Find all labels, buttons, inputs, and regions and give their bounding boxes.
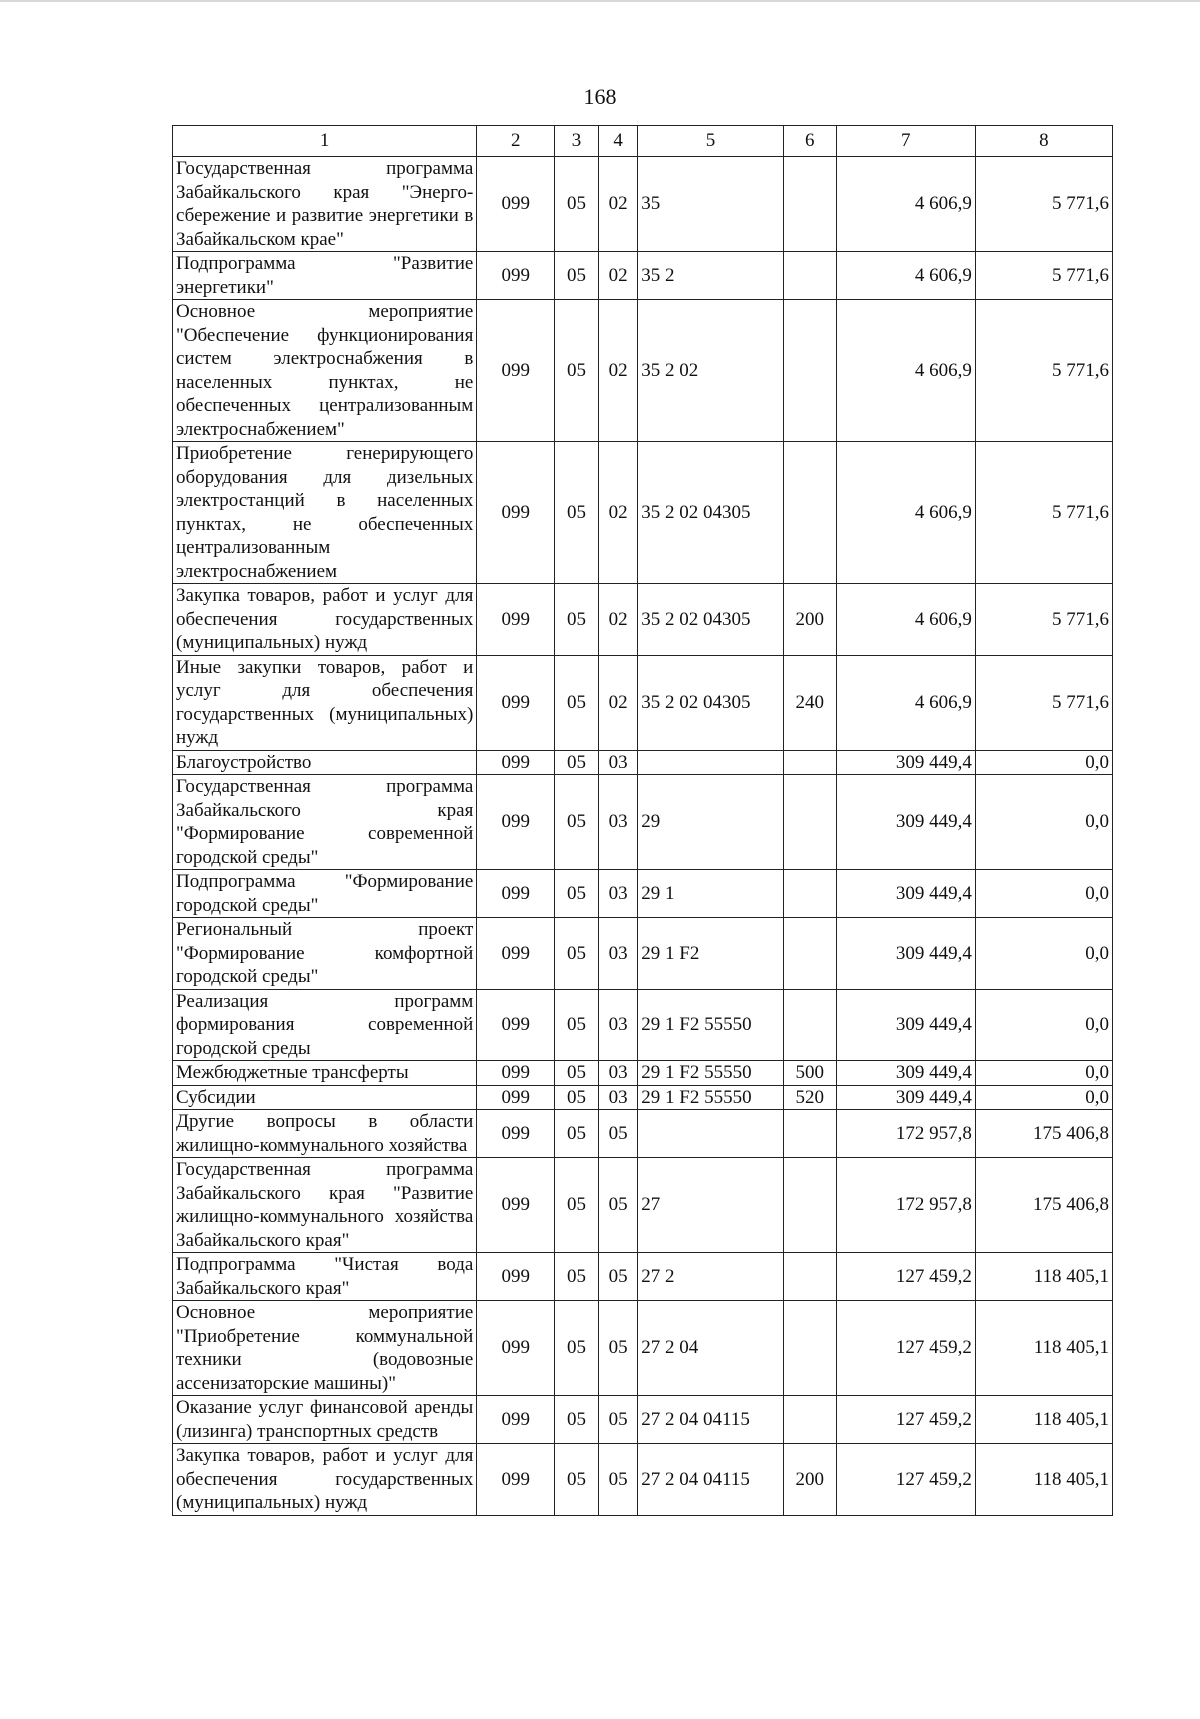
row-amount-2-cell: 175 406,8 bbox=[975, 1110, 1112, 1158]
row-subsection-cell: 03 bbox=[598, 750, 637, 775]
row-section-cell: 05 bbox=[555, 989, 599, 1061]
budget-table bbox=[172, 125, 1113, 1516]
row-code-cell: 099 bbox=[477, 1158, 555, 1253]
row-amount-2-cell: 5 771,6 bbox=[975, 157, 1112, 252]
row-target-cell: 27 2 04 04115 bbox=[638, 1396, 783, 1444]
row-expense-type-cell: 240 bbox=[783, 655, 836, 750]
table-row bbox=[173, 989, 1113, 1061]
row-amount-2-cell: 0,0 bbox=[975, 918, 1112, 990]
row-amount-2-cell: 118 405,1 bbox=[975, 1444, 1112, 1516]
row-code-cell: 099 bbox=[477, 989, 555, 1061]
row-expense-type-cell bbox=[783, 1396, 836, 1444]
row-amount-1-cell: 172 957,8 bbox=[836, 1110, 975, 1158]
row-code-cell: 099 bbox=[477, 1061, 555, 1086]
row-amount-2-cell: 5 771,6 bbox=[975, 300, 1112, 442]
row-amount-1-cell: 172 957,8 bbox=[836, 1158, 975, 1253]
row-target-cell: 35 2 02 04305 bbox=[638, 655, 783, 750]
row-amount-2-cell: 0,0 bbox=[975, 989, 1112, 1061]
row-amount-2-cell: 118 405,1 bbox=[975, 1301, 1112, 1396]
table-row bbox=[173, 655, 1113, 750]
row-expense-type-cell bbox=[783, 442, 836, 584]
row-code-cell: 099 bbox=[477, 1085, 555, 1110]
row-name-cell: Подпрограмма "Чистая вода Забайкальского края" bbox=[173, 1253, 477, 1301]
row-amount-2-cell: 175 406,8 bbox=[975, 1158, 1112, 1253]
row-code-cell: 099 bbox=[477, 584, 555, 656]
row-expense-type-cell: 200 bbox=[783, 584, 836, 656]
row-expense-type-cell bbox=[783, 989, 836, 1061]
row-amount-2-cell: 0,0 bbox=[975, 750, 1112, 775]
table-row bbox=[173, 870, 1113, 918]
row-amount-2-cell: 0,0 bbox=[975, 775, 1112, 870]
header-cell-2: 2 bbox=[477, 126, 555, 157]
row-amount-1-cell: 309 449,4 bbox=[836, 918, 975, 990]
row-amount-1-cell: 127 459,2 bbox=[836, 1396, 975, 1444]
row-amount-1-cell: 4 606,9 bbox=[836, 655, 975, 750]
row-expense-type-cell bbox=[783, 157, 836, 252]
table-row bbox=[173, 584, 1113, 656]
row-section-cell: 05 bbox=[555, 1396, 599, 1444]
row-section-cell: 05 bbox=[555, 1158, 599, 1253]
row-expense-type-cell: 500 bbox=[783, 1061, 836, 1086]
row-amount-1-cell: 4 606,9 bbox=[836, 157, 975, 252]
header-cell-5: 5 bbox=[638, 126, 783, 157]
row-amount-1-cell: 127 459,2 bbox=[836, 1301, 975, 1396]
row-target-cell: 35 bbox=[638, 157, 783, 252]
row-subsection-cell: 05 bbox=[598, 1110, 637, 1158]
row-name-cell: Подпрограмма "Формирование городской среды" bbox=[173, 870, 477, 918]
row-amount-1-cell: 309 449,4 bbox=[836, 1061, 975, 1086]
row-section-cell: 05 bbox=[555, 442, 599, 584]
row-amount-2-cell: 118 405,1 bbox=[975, 1396, 1112, 1444]
row-code-cell: 099 bbox=[477, 442, 555, 584]
row-subsection-cell: 05 bbox=[598, 1158, 637, 1253]
row-expense-type-cell bbox=[783, 750, 836, 775]
row-amount-1-cell: 4 606,9 bbox=[836, 584, 975, 656]
row-name-cell: Основное мероприятие "Приобретение коммунальной техники (водовозные ассенизаторские машины)" bbox=[173, 1301, 477, 1396]
row-target-cell: 29 bbox=[638, 775, 783, 870]
table-body bbox=[173, 157, 1113, 1516]
row-subsection-cell: 05 bbox=[598, 1253, 637, 1301]
row-amount-1-cell: 309 449,4 bbox=[836, 775, 975, 870]
table-row bbox=[173, 775, 1113, 870]
table-row bbox=[173, 252, 1113, 300]
row-name-cell: Межбюджетные трансферты bbox=[173, 1061, 477, 1086]
row-target-cell: 27 2 04 04115 bbox=[638, 1444, 783, 1516]
row-expense-type-cell bbox=[783, 1253, 836, 1301]
header-cell-4: 4 bbox=[598, 126, 637, 157]
table-row bbox=[173, 300, 1113, 442]
row-amount-1-cell: 4 606,9 bbox=[836, 252, 975, 300]
header-cell-3: 3 bbox=[555, 126, 599, 157]
row-expense-type-cell: 200 bbox=[783, 1444, 836, 1516]
row-code-cell: 099 bbox=[477, 1396, 555, 1444]
row-amount-2-cell: 0,0 bbox=[975, 1061, 1112, 1086]
row-name-cell: Подпрограмма "Развитие энергетики" bbox=[173, 252, 477, 300]
header-cell-8: 8 bbox=[975, 126, 1112, 157]
row-subsection-cell: 02 bbox=[598, 584, 637, 656]
row-target-cell bbox=[638, 750, 783, 775]
row-expense-type-cell bbox=[783, 1110, 836, 1158]
row-code-cell: 099 bbox=[477, 300, 555, 442]
row-name-cell: Основное мероприятие "Обеспечение функционирования систем электроснабжения в населенных пунктах, не обеспеченных централизованным электроснабжением" bbox=[173, 300, 477, 442]
table-row bbox=[173, 1061, 1113, 1086]
header-cell-1: 1 bbox=[173, 126, 477, 157]
row-section-cell: 05 bbox=[555, 1061, 599, 1086]
row-code-cell: 099 bbox=[477, 775, 555, 870]
row-amount-1-cell: 4 606,9 bbox=[836, 442, 975, 584]
table-row bbox=[173, 157, 1113, 252]
table-row bbox=[173, 1158, 1113, 1253]
row-subsection-cell: 02 bbox=[598, 252, 637, 300]
row-amount-2-cell: 0,0 bbox=[975, 1085, 1112, 1110]
row-name-cell: Иные закупки товаров, работ и услуг для обеспечения государственных (муниципальных) нужд bbox=[173, 655, 477, 750]
row-amount-2-cell: 5 771,6 bbox=[975, 442, 1112, 584]
row-name-cell: Реализация программ формирования современной городской среды bbox=[173, 989, 477, 1061]
table-row bbox=[173, 918, 1113, 990]
row-amount-2-cell: 118 405,1 bbox=[975, 1253, 1112, 1301]
row-target-cell: 27 2 bbox=[638, 1253, 783, 1301]
row-section-cell: 05 bbox=[555, 1301, 599, 1396]
row-amount-1-cell: 309 449,4 bbox=[836, 750, 975, 775]
row-name-cell: Государственная программа Забайкальского края "Развитие жилищно-коммунального хозяйства Забайкальского края" bbox=[173, 1158, 477, 1253]
header-cell-7: 7 bbox=[836, 126, 975, 157]
row-target-cell: 27 bbox=[638, 1158, 783, 1253]
row-code-cell: 099 bbox=[477, 750, 555, 775]
row-code-cell: 099 bbox=[477, 157, 555, 252]
row-subsection-cell: 02 bbox=[598, 442, 637, 584]
row-section-cell: 05 bbox=[555, 870, 599, 918]
row-subsection-cell: 02 bbox=[598, 655, 637, 750]
row-subsection-cell: 02 bbox=[598, 157, 637, 252]
row-code-cell: 099 bbox=[477, 1253, 555, 1301]
row-name-cell: Субсидии bbox=[173, 1085, 477, 1110]
row-section-cell: 05 bbox=[555, 750, 599, 775]
row-amount-1-cell: 127 459,2 bbox=[836, 1444, 975, 1516]
row-target-cell: 35 2 02 04305 bbox=[638, 442, 783, 584]
table-row bbox=[173, 1085, 1113, 1110]
row-amount-1-cell: 309 449,4 bbox=[836, 1085, 975, 1110]
row-name-cell: Оказание услуг финансовой аренды (лизинга) транспортных средств bbox=[173, 1396, 477, 1444]
row-subsection-cell: 03 bbox=[598, 870, 637, 918]
row-subsection-cell: 05 bbox=[598, 1301, 637, 1396]
row-target-cell: 27 2 04 bbox=[638, 1301, 783, 1396]
row-name-cell: Закупка товаров, работ и услуг для обеспечения государственных (муниципальных) нужд bbox=[173, 584, 477, 656]
row-name-cell: Государственная программа Забайкальского края "Формирование современной городской среды" bbox=[173, 775, 477, 870]
row-section-cell: 05 bbox=[555, 1110, 599, 1158]
row-code-cell: 099 bbox=[477, 918, 555, 990]
row-expense-type-cell bbox=[783, 252, 836, 300]
row-target-cell bbox=[638, 1110, 783, 1158]
row-code-cell: 099 bbox=[477, 252, 555, 300]
row-expense-type-cell bbox=[783, 1301, 836, 1396]
row-amount-2-cell: 5 771,6 bbox=[975, 252, 1112, 300]
row-name-cell: Другие вопросы в области жилищно-коммунального хозяйства bbox=[173, 1110, 477, 1158]
row-subsection-cell: 03 bbox=[598, 989, 637, 1061]
row-name-cell: Приобретение генерирующего оборудования для дизельных электростанций в населенных пунктах, не обеспеченных централизованным электроснабжением bbox=[173, 442, 477, 584]
row-name-cell: Государственная программа Забайкальского края "Энерго-сбережение и развитие энергетики в Забайкальском крае" bbox=[173, 157, 477, 252]
row-section-cell: 05 bbox=[555, 1085, 599, 1110]
row-subsection-cell: 03 bbox=[598, 918, 637, 990]
row-subsection-cell: 03 bbox=[598, 1061, 637, 1086]
header-row bbox=[173, 126, 1113, 157]
row-subsection-cell: 02 bbox=[598, 300, 637, 442]
row-name-cell: Закупка товаров, работ и услуг для обеспечения государственных (муниципальных) нужд bbox=[173, 1444, 477, 1516]
row-section-cell: 05 bbox=[555, 584, 599, 656]
table-row bbox=[173, 1253, 1113, 1301]
row-target-cell: 29 1 F2 55550 bbox=[638, 989, 783, 1061]
row-code-cell: 099 bbox=[477, 1301, 555, 1396]
row-code-cell: 099 bbox=[477, 655, 555, 750]
row-amount-2-cell: 5 771,6 bbox=[975, 655, 1112, 750]
row-amount-2-cell: 0,0 bbox=[975, 870, 1112, 918]
table-row bbox=[173, 1110, 1113, 1158]
table-row bbox=[173, 442, 1113, 584]
table-row bbox=[173, 1444, 1113, 1516]
row-section-cell: 05 bbox=[555, 1444, 599, 1516]
row-expense-type-cell bbox=[783, 918, 836, 990]
row-target-cell: 35 2 02 04305 bbox=[638, 584, 783, 656]
row-target-cell: 29 1 F2 bbox=[638, 918, 783, 990]
row-code-cell: 099 bbox=[477, 1110, 555, 1158]
row-amount-1-cell: 309 449,4 bbox=[836, 989, 975, 1061]
row-expense-type-cell bbox=[783, 1158, 836, 1253]
row-name-cell: Благоустройство bbox=[173, 750, 477, 775]
row-target-cell: 29 1 F2 55550 bbox=[638, 1085, 783, 1110]
row-subsection-cell: 03 bbox=[598, 775, 637, 870]
row-expense-type-cell bbox=[783, 870, 836, 918]
row-subsection-cell: 03 bbox=[598, 1085, 637, 1110]
row-expense-type-cell: 520 bbox=[783, 1085, 836, 1110]
row-section-cell: 05 bbox=[555, 252, 599, 300]
row-subsection-cell: 05 bbox=[598, 1444, 637, 1516]
scan-edge-line bbox=[0, 0, 1200, 2]
page-number: 168 bbox=[583, 84, 617, 109]
row-section-cell: 05 bbox=[555, 1253, 599, 1301]
row-target-cell: 29 1 F2 55550 bbox=[638, 1061, 783, 1086]
row-target-cell: 29 1 bbox=[638, 870, 783, 918]
table-header bbox=[173, 126, 1113, 157]
table-row bbox=[173, 1301, 1113, 1396]
row-amount-1-cell: 4 606,9 bbox=[836, 300, 975, 442]
row-amount-1-cell: 127 459,2 bbox=[836, 1253, 975, 1301]
table-row bbox=[173, 750, 1113, 775]
header-cell-6: 6 bbox=[783, 126, 836, 157]
table-row bbox=[173, 1396, 1113, 1444]
row-amount-1-cell: 309 449,4 bbox=[836, 870, 975, 918]
row-target-cell: 35 2 02 bbox=[638, 300, 783, 442]
row-section-cell: 05 bbox=[555, 918, 599, 990]
row-name-cell: Региональный проект "Формирование комфортной городской среды" bbox=[173, 918, 477, 990]
row-code-cell: 099 bbox=[477, 870, 555, 918]
row-section-cell: 05 bbox=[555, 157, 599, 252]
row-section-cell: 05 bbox=[555, 655, 599, 750]
row-target-cell: 35 2 bbox=[638, 252, 783, 300]
row-section-cell: 05 bbox=[555, 775, 599, 870]
row-expense-type-cell bbox=[783, 775, 836, 870]
row-expense-type-cell bbox=[783, 300, 836, 442]
row-section-cell: 05 bbox=[555, 300, 599, 442]
row-subsection-cell: 05 bbox=[598, 1396, 637, 1444]
row-amount-2-cell: 5 771,6 bbox=[975, 584, 1112, 656]
row-code-cell: 099 bbox=[477, 1444, 555, 1516]
